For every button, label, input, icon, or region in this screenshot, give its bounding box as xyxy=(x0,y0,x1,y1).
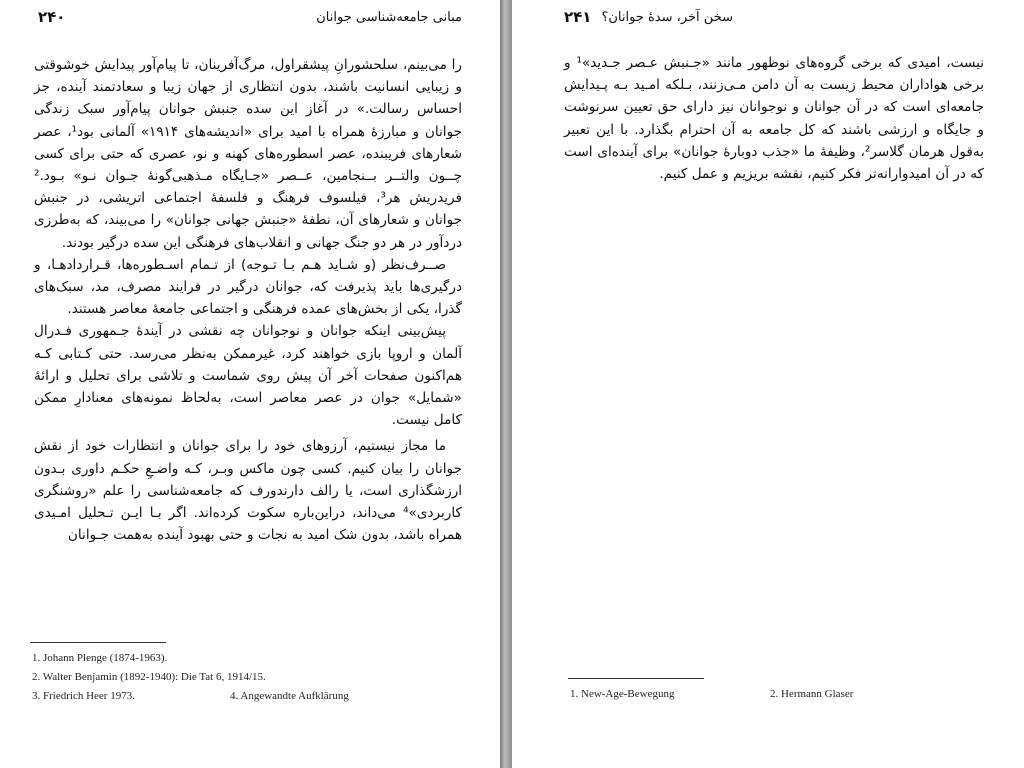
right-paragraph: نیست، امیدی که برخی گروه‌های نوظهور مانند «جـنبش عـصر جـدید»¹ و برخی هواداران محیط زیست به آن دامن مـی‌زنند، بـلکه امـید بـه پـیدایش جامعه‌ای است که در آن جوانان و نوجوانان نیز دارای حق تعیین سرنوشت و جایگاه و ارزشی باشند که کل جامعه به آن احترام بگذارد. با این تعبیر به‌قول هرمان گلاسر²، وظیفهٔ ما «جذب دوبارهٔ جوانان» برای آینده‌ای است که در آن امیدوارانه‌تر فکر کنیم، نقشه بریزیم و عمل کنیم. xyxy=(564,55,985,183)
footnote: 1. New-Age-Bewegung xyxy=(570,688,675,700)
left-body-text xyxy=(34,54,462,546)
right-page-number: ۲۴۱ xyxy=(564,8,592,26)
left-paragraph: را می‌بینم، سلحشورانِ پیشقراول، مرگ‌آفرینان، تا پیام‌آور پیدایش خوشوقتی و زیبایی انسانیت باشند، بدون انتظاری از جهان زیبا و سعادتمند آینده، جز احساس رسالت.» در آغاز این سده جنبش جوانان پیام‌آور سبک زندگی جوانان و مبارزهٔ همراه با امید برای «اندیشه‌های ۱۹۱۴» آلمانی بود¹، عصر شعارهای فریبنده، عصر اسطوره‌های کهنه و نو، عصری که حتی برای کسی چــون والتــر بــنجامین، عــصر «جـایگاه مـذهبی‌گونهٔ جـوان نـو» بـود.² فریدریش هر³، فیلسوف فرهنگ و فلسفهٔ اجتماعی اتریشی، در جنبش جوانان و شعارهای آن، نطفهٔ «جنبش جهانی جوانان» را می‌بیند، که به‌طرزی دردآور در هر دو جنگ جهانی و انقلاب‌های فرهنگی این سده درگیر بودند. xyxy=(34,57,463,251)
footnote: 2. Hermann Glaser xyxy=(770,688,854,700)
footnote: 4. Angewandte Aufklärung xyxy=(230,690,349,702)
footnote: 1. Johann Plenge (1874-1963). xyxy=(32,652,168,664)
right-footnotes xyxy=(570,688,990,707)
right-body-text xyxy=(564,52,984,185)
footnote: 3. Friedrich Heer 1973. xyxy=(32,690,135,702)
left-paragraph: صــرف‌نظر (و شـاید هـم بـا تـوجه) از تـمام اسـطوره‌ها، قـراردادهـا، و درگیری‌ها باید پذیرفت که، جوانان درگیر در فرایند مصرف، مد، سبک‌های گذرا، یکی از بخش‌های عمده فرهنگی و اجتماعی جامعهٔ معاصر هستند. xyxy=(34,256,462,318)
right-footnote-rule xyxy=(568,678,704,679)
right-running-title: سخن آخر، سدهٔ جوانان؟ xyxy=(601,9,733,25)
footnote: 2. Walter Benjamin (1892-1940): Die Tat 6, 1914/15. xyxy=(32,671,266,683)
left-paragraph: ما مجاز نیستیم، آرزوهای خود را برای جوانان و انتظارات خود از نقش جوانان را بیان کنیم. کسی چون ماکس وبـر، کـه واضـعِ حکـم داوری بـدون ارزشگذاری است، یا رالف دارندورف که جامعه‌شناسی را علم «روشنگری کاربردی»⁴ می‌داند، دراین‌باره سکوت کرده‌اند. اگر بـا ایـن تـحلیل امـیدی همراه باشد، بدون شک امید به نجات و حتی بهبود آینده به‌همت جـوانان xyxy=(34,438,462,544)
left-page xyxy=(0,0,500,768)
book-gutter xyxy=(500,0,512,768)
left-running-title: مبانی جامعه‌شناسی جوانان xyxy=(316,9,462,25)
left-footnote-rule xyxy=(30,642,166,643)
left-footnotes xyxy=(32,652,472,709)
left-page-number: ۲۴۰ xyxy=(38,8,66,26)
right-page-header xyxy=(564,8,984,26)
right-page xyxy=(512,0,1024,768)
left-page-header xyxy=(38,8,462,26)
left-paragraph: پیش‌بینی اینکه جوانان و نوجوانان چه نقشی در آیندهٔ جـمهوری فـدرال آلمان و اروپا بازی خواهند کرد، غیرممکن به‌نظر می‌رسد. حتی کـتابی کـه هم‌اکنون صفحات آخر آن پیش روی شماست و تلاشی برای تحلیل و ارائهٔ «شمایل» جوان در عصر معاصر است، به‌لحاظ نمونه‌های معنادارِ ممکن کامل نیست. xyxy=(34,323,462,429)
